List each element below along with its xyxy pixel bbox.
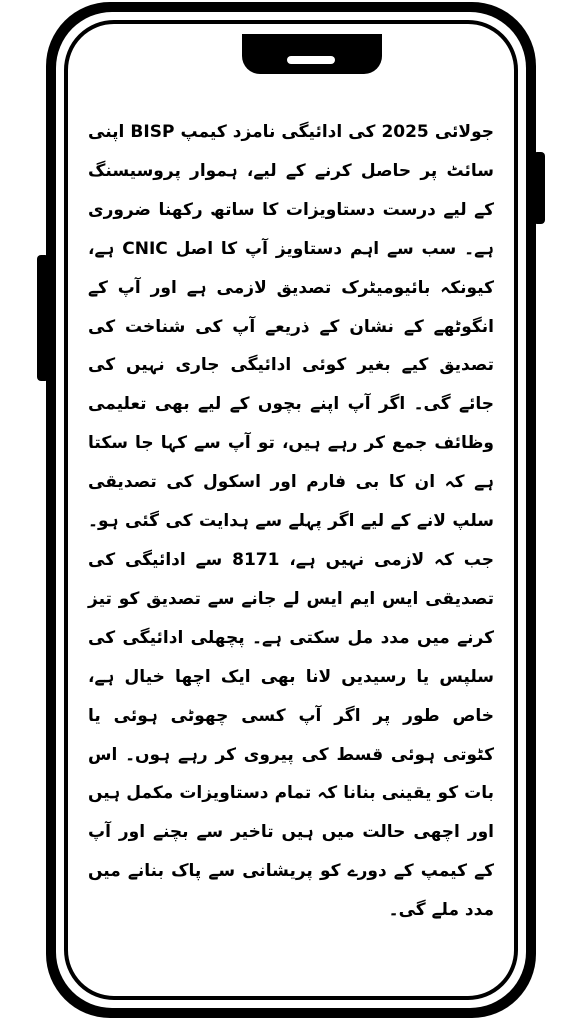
article-text: جولائی 2025 کی ادائیگی نامزد کیمپ BISP اپنی سائٹ پر حاصل کرنے کے لیے، ہموار پروسیسنگ کے لیے درست دستاویزات کا ساتھ رکھنا ضروری ہے۔ سب سے اہم دستاویز آپ کا اصل CNIC ہے، کیونکہ بائیومیٹرک تصدیق لازمی ہے اور آپ کے انگوٹھے کے نشان کے ذریعے آپ کی شناخت کی تصدیق کیے بغیر کوئی ادائیگی جاری نہیں کی جائے گی۔ اگر آپ اپنے بچوں کے لیے بھی تعلیمی وظائف جمع کر رہے ہیں، تو آپ سے کہا جا سکتا ہے کہ ان کا بی فارم اور اسکول کی تصدیقی سلپ لانے کے لیے اگر پہلے سے ہدایت کی گئی ہو۔ جب کہ لازمی نہیں ہے، 8171 سے ادائیگی کی تصدیقی ایس ایم ایس لے جانے سے تصدیق کو تیز کرنے میں مدد مل سکتی ہے۔ پچھلی ادائیگی کی سلپس یا رسیدیں لانا بھی ایک اچھا خیال ہے، خاص طور پر اگر آپ کسی چھوٹی ہوئی یا کٹوتی ہوئی قسط کی پیروی کر رہے ہوں۔ اس بات کو یقینی بنانا کہ تمام دستاویزات مکمل ہیں اور اچھی حالت میں ہیں تاخیر سے بچنے اور آپ کے کیمپ کے دورے کو پریشانی سے پاک بنانے میں مدد ملے گی۔ [88, 122, 494, 921]
notch [242, 34, 382, 74]
speaker-icon [287, 56, 335, 64]
phone-screen [64, 20, 518, 1000]
screen-bezel [56, 12, 526, 1008]
phone-frame [46, 2, 536, 1018]
